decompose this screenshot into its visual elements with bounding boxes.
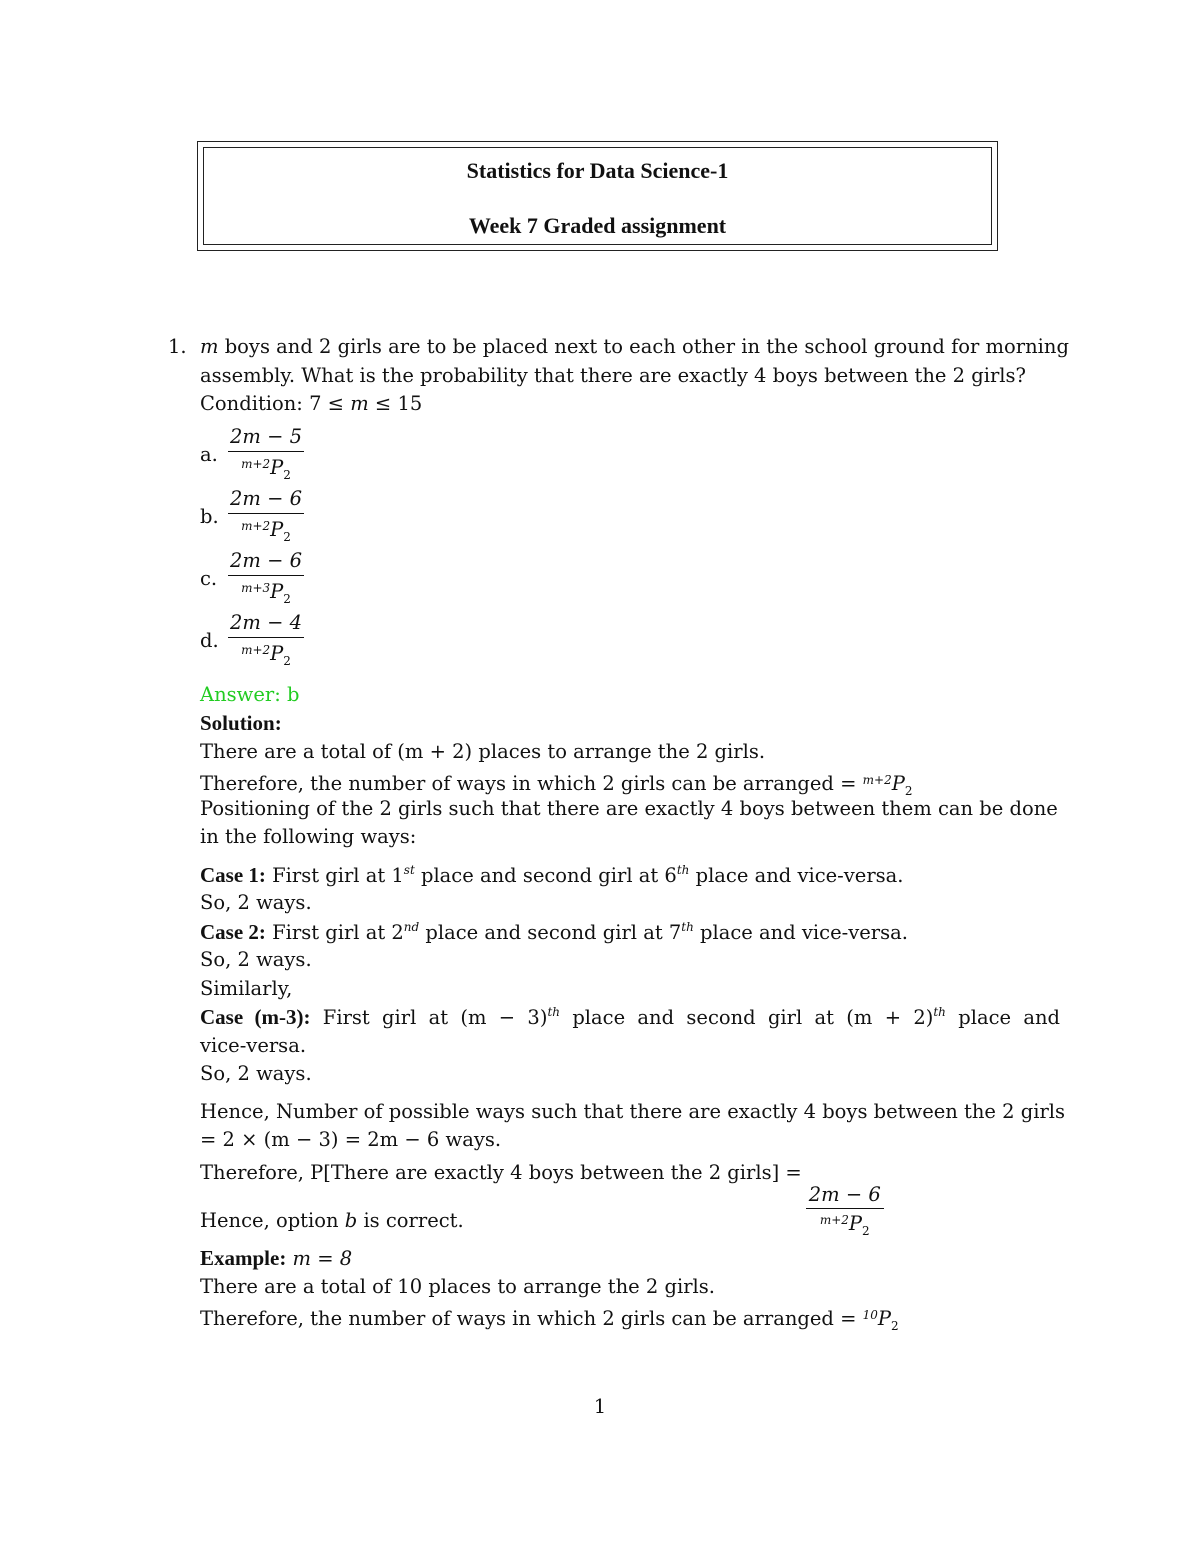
fraction-numerator: 2m − 5 — [228, 426, 304, 452]
similarly: Similarly, — [200, 976, 293, 1000]
perm-base: P — [848, 1211, 863, 1235]
perm-subscript: 2 — [862, 1223, 870, 1238]
perm-subscript: 2 — [283, 467, 291, 482]
case-2-text-a: First girl at 2 — [265, 920, 404, 944]
case-1 — [200, 861, 1060, 890]
fraction-denominator — [241, 638, 291, 672]
option-label: c. — [200, 567, 218, 591]
ways-2: So, 2 ways. — [200, 948, 312, 971]
option-c — [200, 549, 1060, 611]
ordinal-suffix: th — [547, 1005, 560, 1019]
solution-line-2-text: Therefore, the number of ways in which 2 girls can be arranged = — [200, 772, 863, 795]
perm-base: P — [270, 455, 284, 479]
ordinal-suffix: th — [933, 1005, 946, 1019]
option-d — [200, 611, 1060, 673]
option-fraction — [228, 426, 304, 486]
question-body — [200, 333, 1069, 1333]
case-m-3-label: Case (m-3): — [200, 1005, 311, 1029]
perm-superscript: 10 — [862, 1308, 878, 1322]
perm-superscript: m+2 — [819, 1212, 849, 1227]
perm-subscript: 2 — [891, 1319, 899, 1333]
course-title: Statistics for Data Science-1 — [466, 158, 729, 183]
example-value: m = 8 — [286, 1247, 353, 1270]
fraction-denominator — [241, 452, 291, 486]
option-label: d. — [200, 629, 219, 653]
solution-line-3: Positioning of the 2 girls such that there are exactly 4 boys between them can be done — [200, 796, 1058, 820]
fraction-denominator — [241, 576, 291, 610]
question-number: 1. — [168, 335, 187, 358]
case-m-3 — [200, 1003, 1060, 1032]
example-line-2-text: Therefore, the number of ways in which 2 girls can be arranged = — [200, 1307, 863, 1330]
example-line-2 — [200, 1301, 1060, 1333]
case-1-text-c: place and vice-versa. — [689, 863, 904, 887]
perm-superscript: m+2 — [241, 518, 271, 533]
solution-line-1: There are a total of (m + 2) places to arrange the 2 girls. — [200, 739, 766, 763]
example — [200, 1244, 1060, 1273]
perm-base: P — [270, 641, 284, 665]
option-a — [200, 425, 1060, 487]
perm-base: P — [891, 772, 905, 795]
perm-subscript: 2 — [283, 591, 291, 606]
perm-superscript: m+3 — [241, 580, 271, 595]
fraction-denominator — [241, 514, 291, 548]
case-1-text-b: place and second girl at 6 — [414, 863, 677, 887]
fraction-numerator: 2m − 4 — [228, 612, 304, 638]
var-m: m — [200, 335, 219, 358]
case-2-label: Case 2: — [200, 919, 266, 944]
condition — [200, 390, 1060, 419]
case-2 — [200, 918, 1060, 947]
option-fraction — [228, 612, 304, 672]
correct-text-a: Hence, option — [200, 1208, 345, 1232]
perm-base: P — [877, 1307, 892, 1330]
perm-superscript: m+2 — [241, 456, 271, 471]
example-line-1: There are a total of 10 places to arrange the 2 girls. — [200, 1274, 715, 1298]
option-fraction — [228, 488, 304, 548]
fraction-numerator: 2m − 6 — [228, 550, 304, 576]
title-box-inner — [203, 147, 992, 245]
perm-superscript: m+2 — [241, 642, 271, 657]
solution-line-2 — [200, 766, 1060, 798]
case-2-text-b: place and second girl at 7 — [419, 920, 682, 944]
case-1-label: Case 1: — [200, 862, 266, 887]
answer: Answer: b — [200, 682, 300, 706]
perm-superscript: m+2 — [862, 773, 892, 787]
perm-subscript: 2 — [904, 784, 913, 798]
case-m-3-text-c: place and — [958, 1006, 1061, 1029]
condition-var: m — [350, 392, 369, 415]
fraction-numerator: 2m − 6 — [806, 1184, 884, 1209]
option-label: b. — [200, 505, 219, 529]
ordinal-suffix: nd — [403, 919, 420, 934]
title-box — [197, 141, 998, 251]
fraction-numerator: 2m − 6 — [228, 488, 304, 514]
case-1-text-a: First girl at 1 — [265, 863, 404, 887]
condition-label: Condition: 7 ≤ — [200, 392, 351, 415]
case-m-3-text-b: place and second girl at (m + 2) — [572, 1006, 934, 1029]
option-fraction — [228, 550, 304, 610]
probability-fraction — [806, 1184, 884, 1242]
hence-line-1: Hence, Number of possible ways such that there are exactly 4 boys between the 2 girls — [200, 1099, 1066, 1123]
perm-base: P — [270, 517, 284, 541]
fraction-denominator — [820, 1209, 870, 1242]
solution-line-4: in the following ways: — [200, 825, 417, 848]
solution-heading: Solution: — [200, 711, 282, 735]
ordinal-suffix: th — [676, 862, 690, 877]
question-text-1: boys and 2 girls are to be placed next to each other in the school ground for morning — [218, 335, 1069, 358]
option-b — [200, 487, 1060, 549]
ways-3: So, 2 ways. — [200, 1062, 312, 1085]
page-number: 1 — [593, 1395, 607, 1418]
question-line-1 — [200, 333, 1069, 362]
case-2-text-c: place and vice-versa. — [693, 920, 908, 944]
ways-1: So, 2 ways. — [200, 891, 312, 914]
perm-subscript: 2 — [283, 653, 291, 668]
correct-option-letter: b — [344, 1208, 358, 1232]
case-m-3-text-a: First girl at (m − 3) — [322, 1006, 548, 1029]
probability-text: Therefore, P[There are exactly 4 boys between the 2 girls] = — [200, 1160, 802, 1184]
hence-line-2: = 2 × (m − 3) = 2m − 6 ways. — [200, 1128, 502, 1151]
ordinal-suffix: th — [681, 919, 694, 934]
example-label: Example: — [200, 1246, 287, 1270]
perm-base: P — [270, 579, 284, 603]
perm-subscript: 2 — [283, 529, 291, 544]
assignment-title: Week 7 Graded assignment — [468, 213, 727, 238]
question-text-2: assembly. What is the probability that there are exactly 4 boys between the 2 girls? — [200, 363, 1026, 387]
condition-end: ≤ 15 — [368, 392, 423, 415]
ordinal-suffix: st — [403, 862, 415, 877]
option-label: a. — [200, 443, 218, 467]
case-m-3-continued: vice-versa. — [200, 1033, 307, 1057]
correct-text-c: is correct. — [357, 1208, 464, 1232]
